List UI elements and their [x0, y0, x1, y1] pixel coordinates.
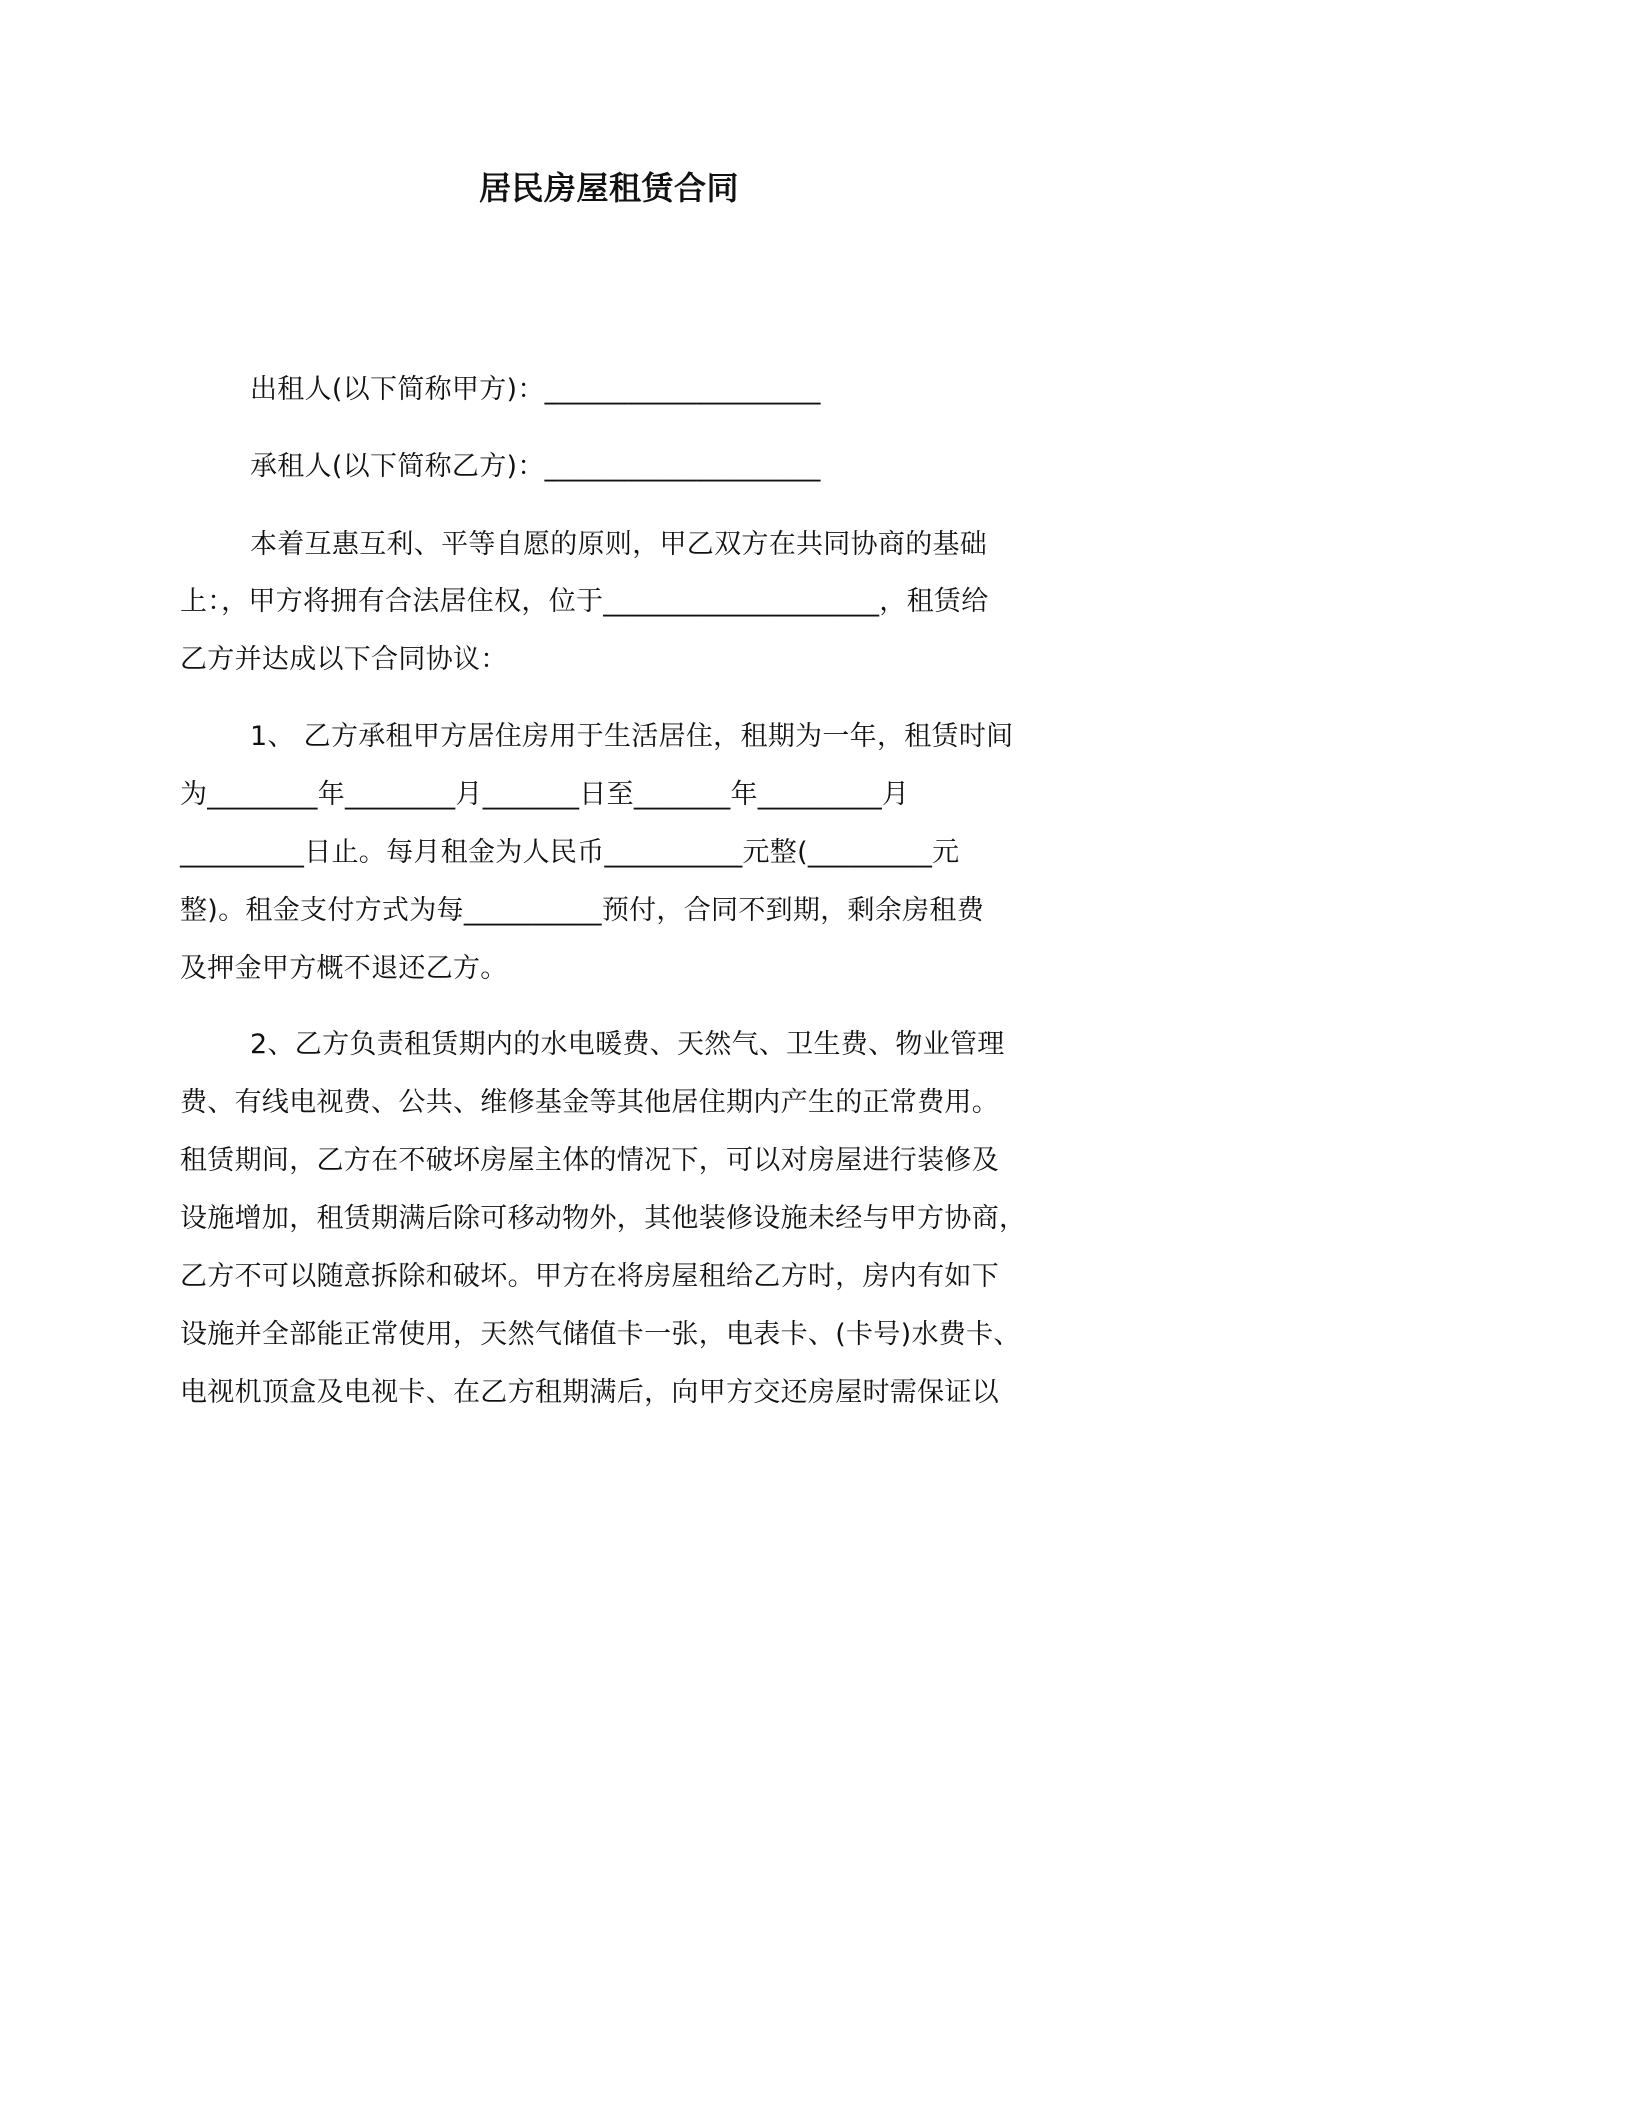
clause-2-line-6: 设施并全部能正常使用，天然气储值卡一张，电表卡、(卡号)水费卡、: [180, 1319, 1021, 1350]
clause-2-line-1: 2、乙方负责租赁期内的水电暖费、天然气、卫生费、物业管理: [250, 1029, 1005, 1060]
clause-2-line-2: 费、有线电视费、公共、维修基金等其他居住期内产生的正常费用。: [180, 1087, 999, 1118]
clause-2-line-3: 租赁期间，乙方在不破坏房屋主体的情况下，可以对房屋进行装修及: [180, 1145, 999, 1176]
preamble-line-2: 上：，甲方将拥有合法居住权，位于____________________，租赁给: [180, 586, 989, 617]
clause-2-line-5: 乙方不可以随意拆除和破坏。甲方在将房屋租给乙方时，房内有如下: [180, 1261, 999, 1292]
clause-1-line-1: 1、 乙方承租甲方居住房用于生活居住，租期为一年，租赁时间: [250, 721, 1014, 752]
clause-1-line-3: _________日止。每月租金为人民币__________元整(_________元: [180, 837, 960, 868]
clause-1-line-2: 为________年________月_______日至_______年_________月: [180, 779, 910, 810]
lessor-line: 出租人(以下简称甲方)：____________________: [250, 374, 821, 405]
clause-2-line-4: 设施增加，租赁期满后除可移动物外，其他装修设施未经与甲方协商，: [180, 1203, 1027, 1234]
document-title: 居民房屋租赁合同: [478, 169, 739, 207]
lessee-line: 承租人(以下简称乙方)：____________________: [250, 451, 821, 482]
clause-1-line-4: 整)。租金支付方式为每__________预付，合同不到期，剩余房租费: [180, 895, 985, 926]
preamble-line-3: 乙方并达成以下合同协议：: [180, 644, 508, 675]
preamble-line-1: 本着互惠互利、平等自愿的原则，甲乙双方在共同协商的基础: [250, 529, 988, 560]
clause-2-line-7: 电视机顶盒及电视卡、在乙方租期满后，向甲方交还房屋时需保证以: [180, 1377, 999, 1408]
clause-1-line-5: 及押金甲方概不退还乙方。: [180, 953, 508, 984]
